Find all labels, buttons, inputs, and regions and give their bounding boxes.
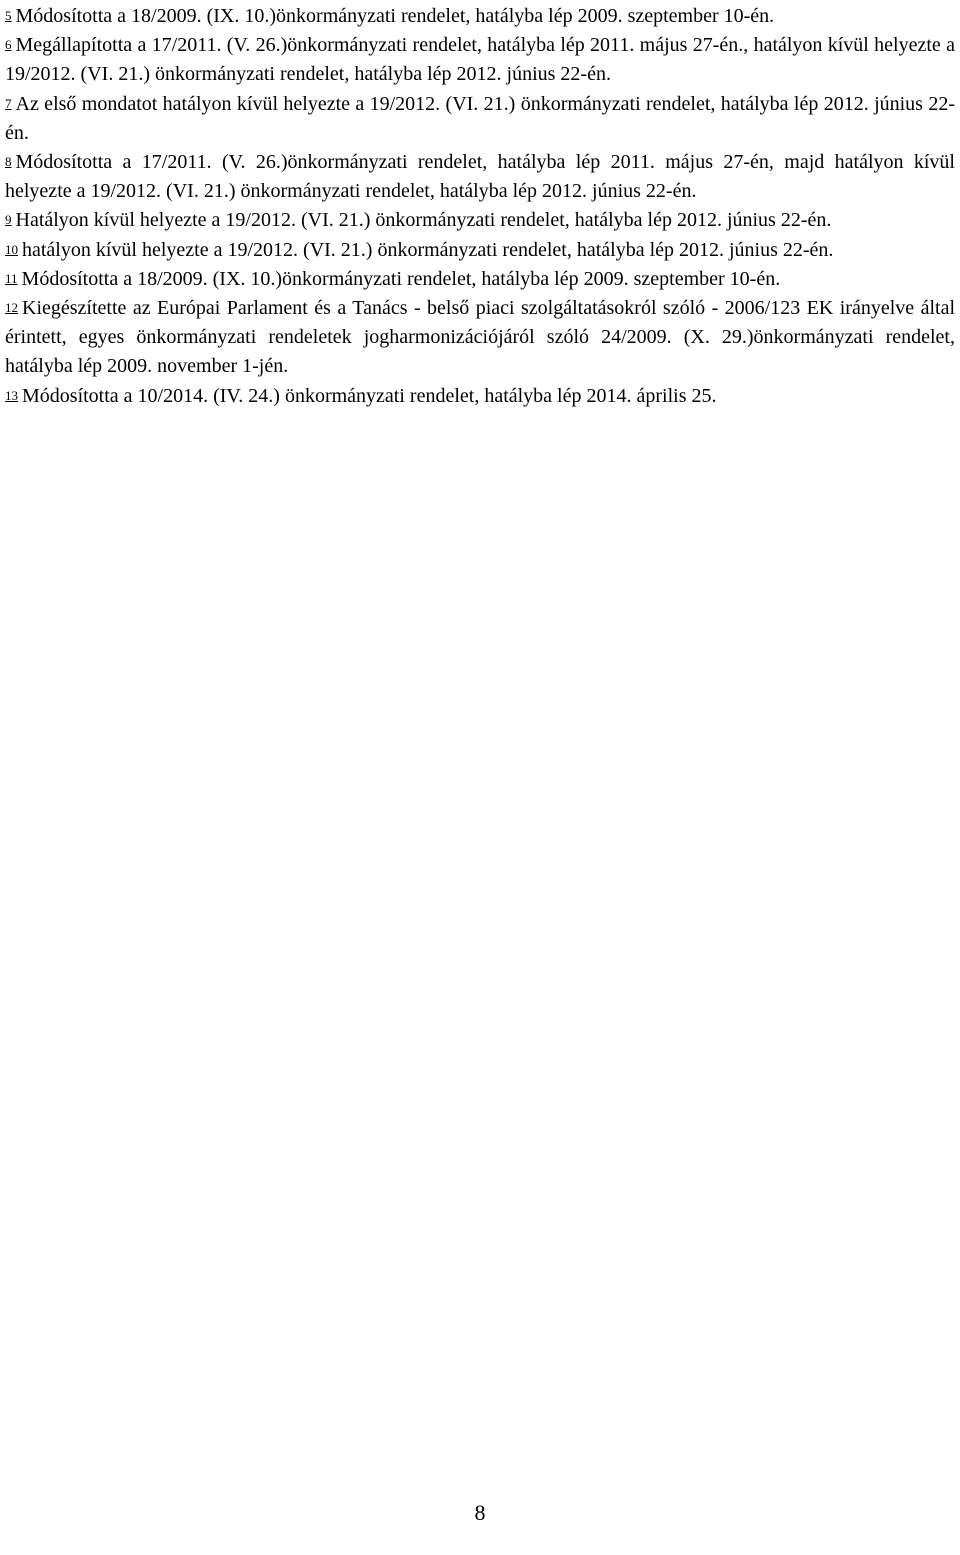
footnote-text: hatályon kívül helyezte a 19/2012. (VI. 21.) önkormányzati rendelet, hatályba lép 2012. június 22-én.: [22, 238, 834, 261]
footnote-12: [5, 294, 955, 382]
page-number: 8: [474, 1500, 486, 1525]
footnote-number: 10: [5, 241, 18, 257]
footnote-number: 11: [5, 270, 18, 286]
footnote-11: [5, 265, 955, 294]
footnote-8: [5, 148, 955, 206]
footnote-number: 13: [5, 387, 18, 403]
footnote-number: 12: [5, 300, 18, 316]
footnote-5: [5, 2, 955, 31]
footnote-text: Módosította a 17/2011. (V. 26.)önkormányzati rendelet, hatályba lép 2011. május 27-én, majd hatályon kívül helyezte a 19/2012. (VI. 21.) önkormányzati rendelet, hatályba lép 2012. június 22-én.: [5, 151, 955, 203]
footnote-7: [5, 90, 955, 148]
footnote-text: Módosította a 10/2014. (IV. 24.) önkormányzati rendelet, hatályba lép 2014. április 25.: [22, 384, 717, 407]
footnote-10: [5, 236, 955, 265]
footnote-text: Módosította a 18/2009. (IX. 10.)önkormányzati rendelet, hatályba lép 2009. szeptember 10-én.: [21, 267, 781, 290]
footnote-text: Az első mondatot hatályon kívül helyezte a 19/2012. (VI. 21.) önkormányzati rendelet, hatályba lép 2012. június 22-én.: [5, 92, 955, 144]
footnote-number: 6: [5, 37, 12, 53]
footnote-6: [5, 31, 955, 89]
footnotes-list: [5, 2, 955, 411]
footnote-number: 8: [5, 154, 12, 170]
footnote-text: Hatályon kívül helyezte a 19/2012. (VI. 21.) önkormányzati rendelet, hatályba lép 2012. június 22-én.: [15, 209, 832, 232]
footnote-13: [5, 382, 955, 411]
footnote-number: 9: [5, 212, 12, 228]
footnote-text: Megállapította a 17/2011. (V. 26.)önkormányzati rendelet, hatályba lép 2011. május 27-én., hatályon kívül helyezte a 19/2012. (VI. 21.) önkormányzati rendelet, hatályba lép 2012. június 22-én.: [5, 34, 955, 86]
footnote-text: Kiegészítette az Európai Parlament és a Tanács - belső piaci szolgáltatásokról szóló - 2006/123 EK irányelve által érintett, egyes önkormányzati rendeletek jogharmonizációjáról szóló 24/2009. (X. 29.)önkormányzati rendelet, hatályba lép 2009. november 1-jén.: [5, 297, 955, 378]
footnote-number: 5: [5, 8, 12, 23]
footnote-number: 7: [5, 95, 12, 111]
footnote-9: [5, 206, 955, 235]
footnote-text: Módosította a 18/2009. (IX. 10.)önkormányzati rendelet, hatályba lép 2009. szeptember 10-én.: [15, 5, 775, 27]
